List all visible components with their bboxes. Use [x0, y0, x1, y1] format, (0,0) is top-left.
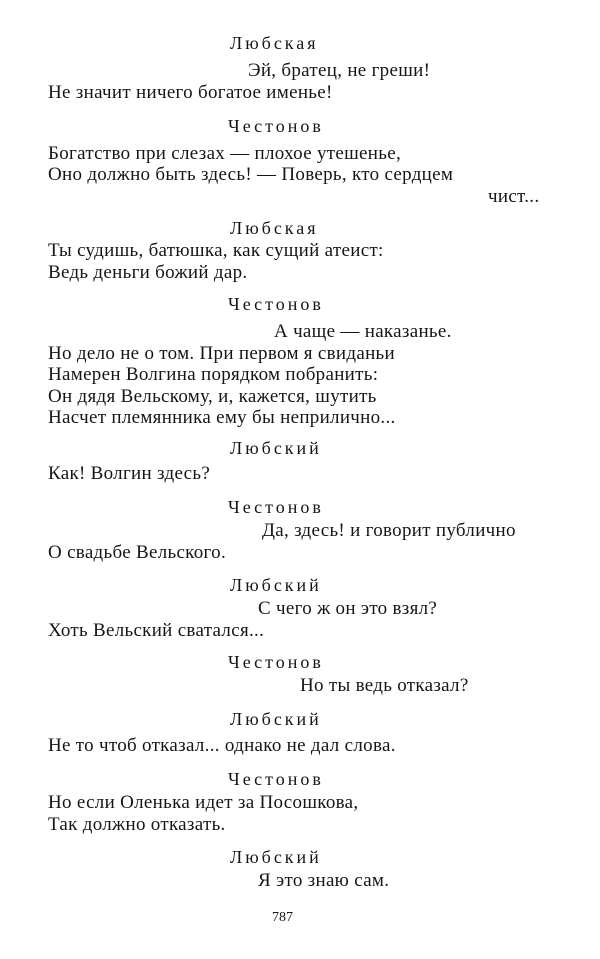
speaker-name: Любский: [230, 438, 322, 458]
speaker-name: Любский: [230, 709, 322, 729]
verse-line: Не то чтоб отказал... однако не дал слова.: [48, 735, 396, 756]
verse-line: Хоть Вельский сватался...: [48, 620, 265, 641]
page-number: 787: [272, 910, 293, 925]
verse-line: Оно должно быть здесь! — Поверь, кто сердцем: [48, 164, 454, 185]
verse-line: А чаще — наказанье.: [274, 321, 452, 342]
verse-line: Но дело не о том. При первом я свиданьи: [48, 343, 395, 364]
verse-line: Так должно отказать.: [48, 814, 226, 835]
verse-line: Я это знаю сам.: [258, 870, 390, 891]
verse-line: Богатство при слезах — плохое утешенье,: [48, 143, 401, 164]
verse-line: Эй, братец, не греши!: [248, 60, 431, 81]
verse-line: Намерен Волгина порядком побранить:: [48, 364, 379, 385]
speaker-name: Честонов: [228, 116, 324, 136]
verse-line: Насчет племянника ему бы неприлично...: [48, 407, 396, 428]
speaker-name: Любский: [230, 575, 322, 595]
verse-line: Как! Волгин здесь?: [48, 463, 211, 484]
verse-line: С чего ж он это взял?: [258, 598, 438, 619]
verse-line: Ведь деньги божий дар.: [48, 262, 248, 283]
verse-line: Он дядя Вельскому, и, кажется, шутить: [48, 386, 377, 407]
verse-line: Не значит ничего богатое именье!: [48, 82, 333, 103]
verse-line: О свадьбе Вельского.: [48, 542, 227, 563]
verse-line: Но если Оленька идет за Посошкова,: [48, 792, 359, 813]
speaker-name: Честонов: [228, 652, 324, 672]
verse-line: чист...: [488, 186, 540, 207]
verse-line: Но ты ведь отказал?: [300, 675, 469, 696]
speaker-name: Честонов: [228, 294, 324, 314]
speaker-name: Любская: [230, 218, 319, 238]
verse-line: Да, здесь! и говорит публично: [262, 520, 516, 541]
speaker-name: Честонов: [228, 497, 324, 517]
speaker-name: Честонов: [228, 769, 324, 789]
speaker-name: Любский: [230, 847, 322, 867]
verse-line: Ты судишь, батюшка, как сущий атеист:: [48, 240, 384, 261]
speaker-name: Любская: [230, 33, 319, 53]
